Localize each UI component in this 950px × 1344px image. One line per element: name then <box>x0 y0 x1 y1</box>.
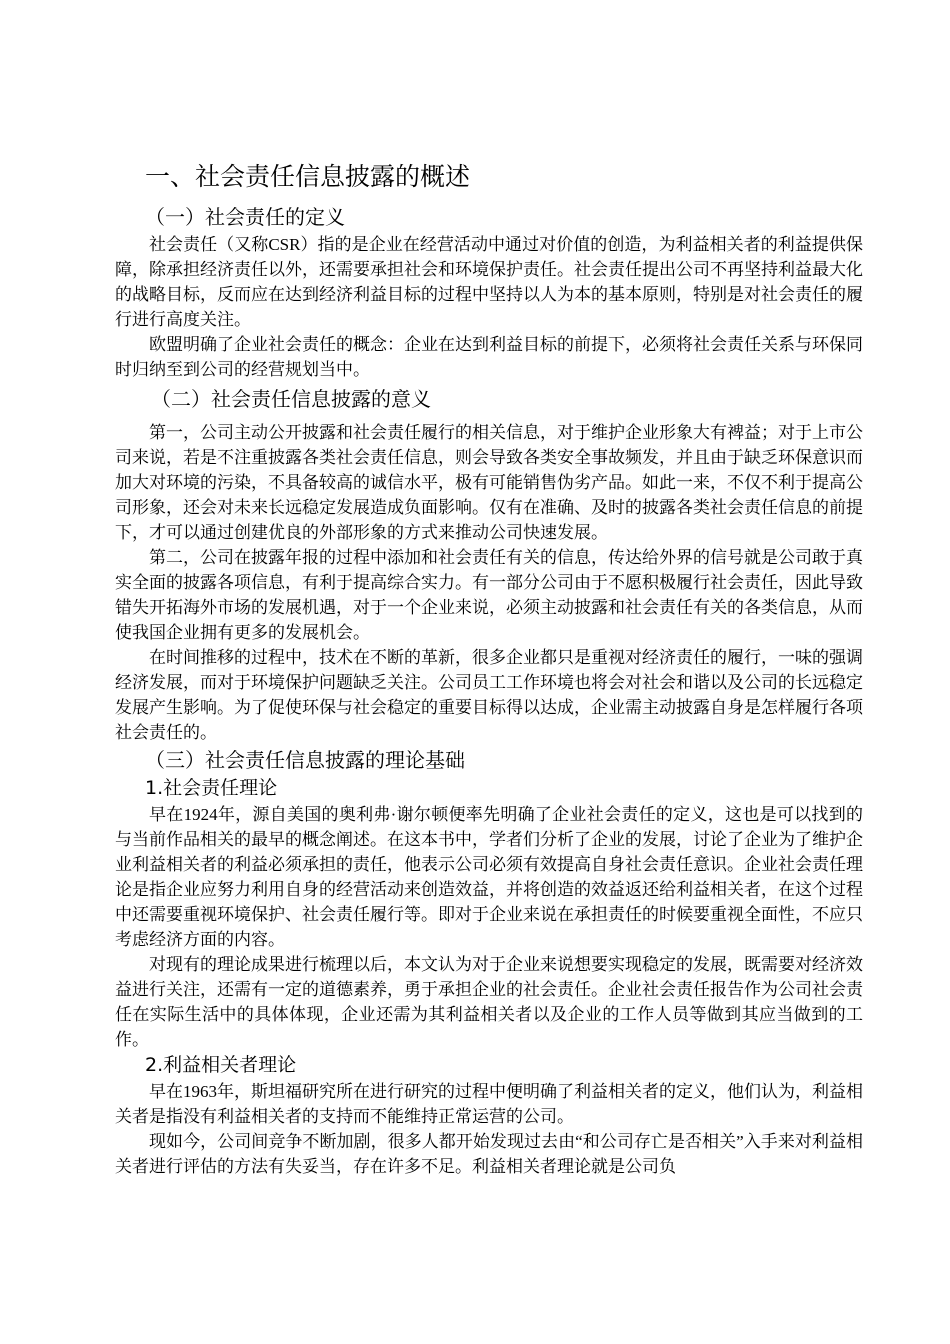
paragraph: 社会责任（又称CSR）指的是企业在经营活动中通过对价值的创造，为利益相关者的利益提供保障，除承担经济责任以外，还需要承担社会和环境保护责任。社会责任提出公司不再坚持利益最大化的战略目标，反而应在达到经济利益目标的过程中坚持以人为本的基本原则，特别是对社会责任的履行进行高度关注。 <box>115 235 863 329</box>
paragraph: 在时间推移的过程中，技术在不断的革新，很多企业都只是重视对经济责任的履行，一味的强调经济发展，而对于环境保护问题缺乏关注。公司员工工作环境也将会对社会和谐以及公司的长远稳定发展产生影响。为了促使环保与社会稳定的重要目标得以达成，企业需主动披露自身是怎样履行各项社会责任的。 <box>115 648 863 742</box>
document-page <box>115 152 863 1179</box>
subsection-heading-stakeholder-theory: 2.利益相关者理论 <box>145 1054 297 1076</box>
section-heading-theory: （三）社会责任信息披露的理论基础 <box>145 748 465 772</box>
paragraph: 第一，公司主动公开披露和社会责任履行的相关信息，对于维护企业形象大有裨益；对于上市公司来说，若是不注重披露各类社会责任信息，则会导致各类安全事故频发，并且由于缺乏环保意识而加大对环境的污染，不具备较高的诚信水平，极有可能销售伪劣产品。如此一来，不仅不利于提高公司形象，还会对未来长远稳定发展造成负面影响。仅有在准确、及时的披露各类社会责任信息的前提下，才可以通过创建优良的外部形象的方式来推动公司快速发展。 <box>115 423 863 542</box>
paragraph: 现如今，公司间竞争不断加剧，很多人都开始发现过去由“和公司存亡是否相关”入手来对利益相关者进行评估的方法有失妥当，存在许多不足。利益相关者理论就是公司负 <box>115 1132 863 1176</box>
paragraph: 第二，公司在披露年报的过程中添加和社会责任有关的信息，传达给外界的信号就是公司敢于真实全面的披露各项信息，有利于提高综合实力。有一部分公司由于不愿积极履行社会责任，因此导致错失开拓海外市场的发展机遇，对于一个企业来说，必须主动披露和社会责任有关的各类信息，从而使我国企业拥有更多的发展机会。 <box>115 548 863 642</box>
chapter-heading: 一、社会责任信息披露的概述 <box>145 162 471 191</box>
subsection-heading-csr-theory: 1.社会责任理论 <box>145 777 278 799</box>
section-heading-definition: （一）社会责任的定义 <box>145 205 345 229</box>
paragraph: 对现有的理论成果进行梳理以后，本文认为对于企业来说想要实现稳定的发展，既需要对经济效益进行关注，还需有一定的道德素养，勇于承担企业的社会责任。企业社会责任报告作为公司社会责任在实际生活中的具体体现，企业还需为其利益相关者以及企业的工作人员等做到其应当做到的工作。 <box>115 955 863 1049</box>
paragraph: 早在1963年，斯坦福研究所在进行研究的过程中便明确了利益相关者的定义，他们认为，利益相关者是指没有利益相关者的支持而不能维持正常运营的公司。 <box>115 1082 863 1126</box>
section-heading-significance: （二）社会责任信息披露的意义 <box>151 387 431 411</box>
paragraph: 早在1924年，源自美国的奥利弗·谢尔顿便率先明确了企业社会责任的定义，这也是可以找到的与当前作品相关的最早的概念阐述。在这本书中，学者们分析了企业的发展，讨论了企业为了维护企业利益相关者的利益必须承担的责任，他表示公司必须有效提高自身社会责任意识。企业社会责任理论是指企业应努力利用自身的经营活动来创造效益，并将创造的效益返还给利益相关者，在这个过程中还需要重视环境保护、社会责任履行等。即对于企业来说在承担责任的时候要重视全面性，不应只考虑经济方面的内容。 <box>115 805 863 949</box>
paragraph: 欧盟明确了企业社会责任的概念：企业在达到利益目标的前提下，必须将社会责任关系与环保同时归纳至到公司的经营规划当中。 <box>115 335 863 379</box>
